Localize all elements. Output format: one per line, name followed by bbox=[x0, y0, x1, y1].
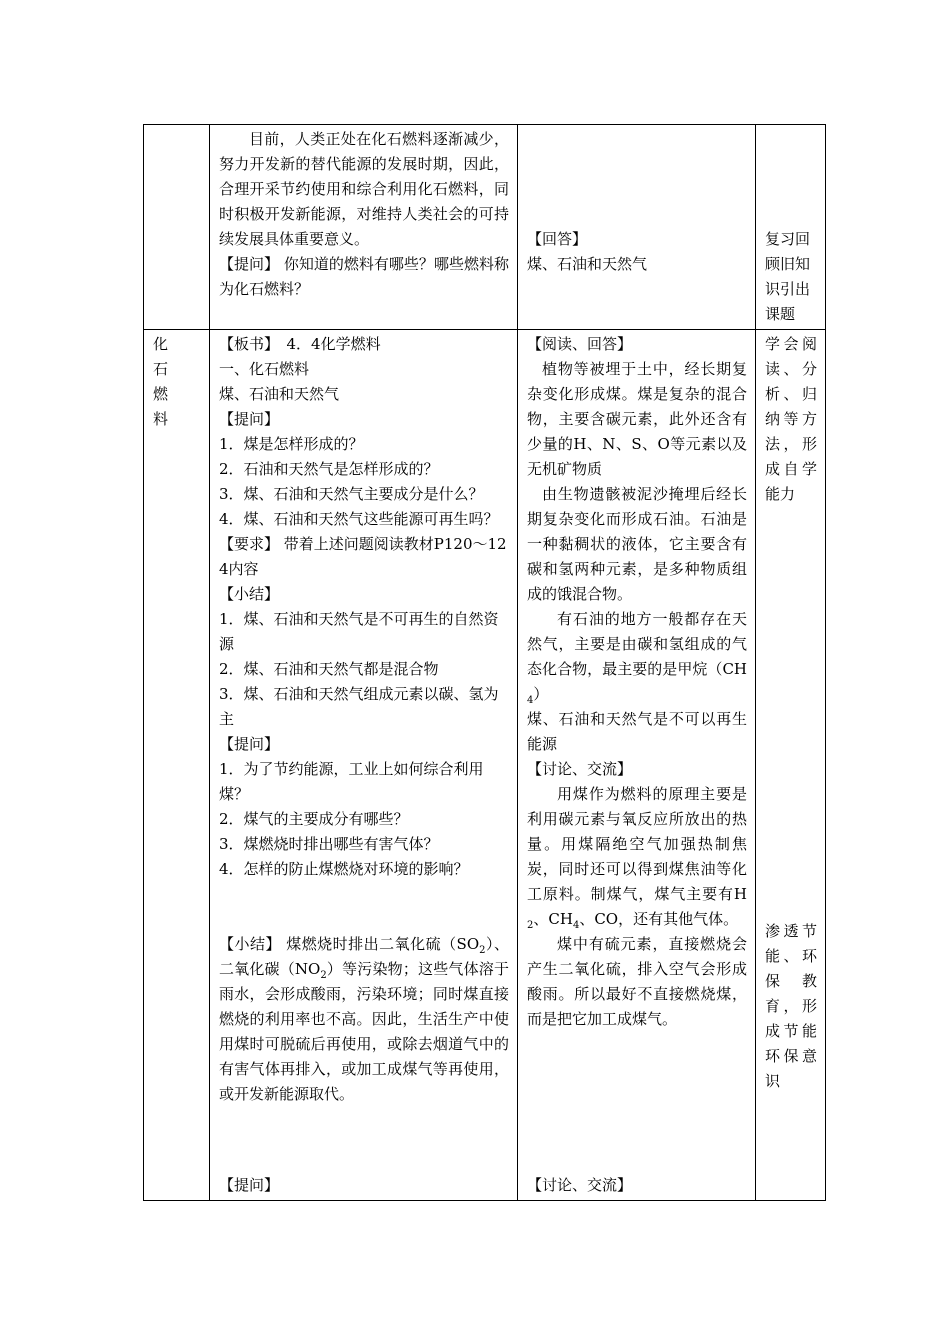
discuss-tag: 【讨论、交流】 bbox=[527, 1176, 633, 1194]
table-row bbox=[144, 330, 826, 1201]
summary-item: 3．煤、石油和天然气组成元素以碳、氢为主 bbox=[219, 685, 499, 728]
section-heading: 一、化石燃料 bbox=[219, 360, 310, 378]
question-item: 3．煤燃烧时排出哪些有害气体？ bbox=[219, 835, 439, 853]
student-activity-cell bbox=[518, 125, 756, 330]
purpose-text: 渗透节能、环保教育，形成节能环保意识 bbox=[765, 922, 817, 1090]
read-answer-tag: 【阅读、回答】 bbox=[527, 335, 633, 353]
topic-cell bbox=[144, 125, 210, 330]
question-item: 2．石油和天然气是怎样形成的？ bbox=[219, 460, 439, 478]
topic-cell bbox=[144, 330, 210, 1201]
ask-tag: 【提问】 bbox=[219, 410, 280, 428]
purpose-cell bbox=[756, 125, 826, 330]
discuss-tag: 【讨论、交流】 bbox=[527, 760, 633, 778]
purpose-text: 学会阅读、分析、归纳等方法，形成自学能力 bbox=[765, 335, 817, 503]
question-item: 1．煤是怎样形成的？ bbox=[219, 435, 364, 453]
intro-paragraph: 目前，人类正处在化石燃料逐渐减少，努力开发新的替代能源的发展时期，因此，合理开采节约使用和综合利用化石燃料，同时积极开发新能源，对维持人类社会的可持续发展具体重要意义。 bbox=[219, 130, 509, 248]
gas-paragraph: 有石油的地方一般都存在天然气，主要是由碳和氢组成的气态化合物，最主要的是甲烷$(CH_4)$ bbox=[527, 610, 747, 706]
question-item: 3．煤、石油和天然气主要成分是什么？ bbox=[219, 485, 484, 503]
lesson-plan-table bbox=[143, 124, 826, 1201]
summary-tag: 【小结】 bbox=[219, 585, 280, 603]
ask-tag: 【提问】 bbox=[219, 1176, 280, 1194]
answer-tag: 【回答】 bbox=[527, 230, 588, 248]
board-heading: 【板书】 4．4化学燃料 bbox=[219, 335, 381, 353]
ask-tag: 【提问】 bbox=[219, 735, 280, 753]
coal-use-paragraph: 用煤作为燃料的原理主要是利用碳元素与氧反应所放出的热量。用煤隔绝空气加强热制焦炭，同时还可以得到煤焦油等化工原料。制煤气，煤气主要有$H_2$、$CH_4$、CO，还有其他气体。 bbox=[527, 785, 747, 931]
teacher-activity-cell bbox=[210, 125, 518, 330]
section-subheading: 煤、石油和天然气 bbox=[219, 385, 340, 403]
coal-paragraph: 植物等被埋于土中，经长期复杂变化形成煤。煤是复杂的混合物，主要含碳元素，此外还含有少量的H、N、S、O等元素以及无机矿物质 bbox=[527, 360, 747, 478]
purpose-cell bbox=[756, 330, 826, 1201]
student-activity-cell bbox=[518, 330, 756, 1201]
question-item: 4．怎样的防止煤燃烧对环境的影响？ bbox=[219, 860, 469, 878]
oil-paragraph: 由生物遗骸被泥沙掩埋后经长期复杂变化而形成石油。石油是一种黏稠状的液体，它主要含有碳和氢两种元素，是多种物质组成的饿混合物。 bbox=[527, 485, 747, 603]
summary-paragraph: 【小结】 煤燃烧时排出二氧化硫$(SO_2)$、二氧化碳$(NO_2)$等污染物；这些气体溶于雨水，会形成酸雨，污染环境；同时煤直接燃烧的利用率也不高。因此，生活生产中使用煤时可脱硫后再使用，或除去烟道气中的有害气体再排入，或加工成煤气等再使用，或开发新能源取代。 bbox=[219, 935, 509, 1103]
question-text: 【提问】 你知道的燃料有哪些？哪些燃料称为化石燃料？ bbox=[219, 255, 509, 298]
teacher-activity-cell bbox=[210, 330, 518, 1201]
summary-item: 1．煤、石油和天然气是不可再生的自然资源 bbox=[219, 610, 499, 653]
topic-text: 化石燃料 bbox=[153, 335, 183, 428]
sulfur-paragraph: 煤中有硫元素，直接燃烧会产生二氧化硫，排入空气会形成酸雨。所以最好不直接燃烧煤，而是把它加工成煤气。 bbox=[527, 935, 747, 1028]
summary-item: 2．煤、石油和天然气都是混合物 bbox=[219, 660, 439, 678]
question-item: 1．为了节约能源，工业上如何综合利用煤？ bbox=[219, 760, 484, 803]
purpose-text: 复习回顾旧知识引出课题 bbox=[765, 230, 811, 323]
question-item: 4．煤、石油和天然气这些能源可再生吗？ bbox=[219, 510, 499, 528]
requirement-text: 【要求】 带着上述问题阅读教材P120～124内容 bbox=[219, 535, 507, 578]
table-row bbox=[144, 125, 826, 330]
nonrenewable-text: 煤、石油和天然气是不可以再生能源 bbox=[527, 710, 747, 753]
answer-text: 煤、石油和天然气 bbox=[527, 255, 648, 273]
question-item: 2．煤气的主要成分有哪些？ bbox=[219, 810, 409, 828]
